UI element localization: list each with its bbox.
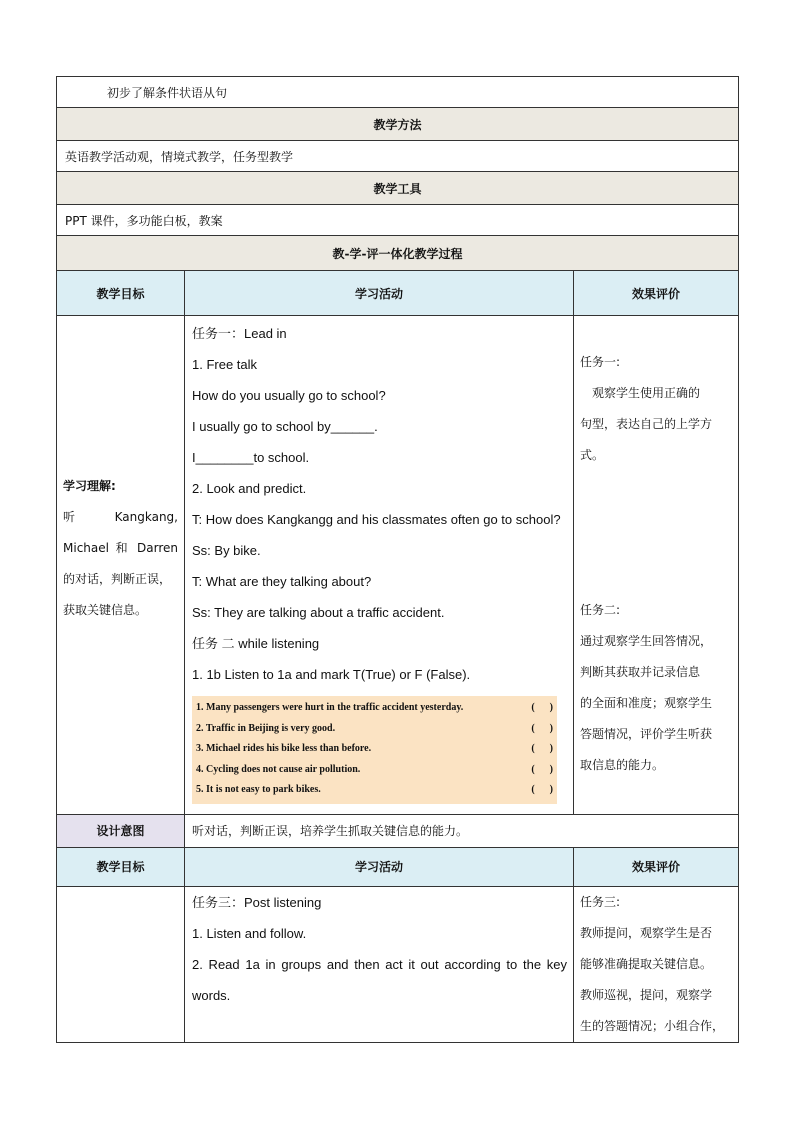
true-false-exercise-box <box>192 696 557 804</box>
activity-line: T: What are they talking about? <box>192 574 372 589</box>
header-evaluation: 效果评价 <box>574 847 739 886</box>
block1-goal-cell <box>57 316 185 815</box>
tf-item: 3. Michael rides his bike less than before. ( ) <box>196 739 553 760</box>
activity-line: 任务一：Lead in <box>192 326 287 341</box>
goal-line: 获取关键信息。 <box>63 603 148 617</box>
block2-evaluation-cell <box>574 886 739 1042</box>
answer-blank[interactable]: ( ) <box>531 743 553 754</box>
design-content: 听对话，判断正误，培养学生抓取关键信息的能力。 <box>185 814 739 847</box>
answer-blank[interactable]: ( ) <box>531 722 553 734</box>
goal-line: 的对话，判断正误， <box>63 572 172 586</box>
eval-title: 任务一: <box>580 355 621 369</box>
eval-line: 教师提问，观察学生是否 <box>580 925 713 940</box>
method-content: 英语教学活动观，情境式教学，任务型教学 <box>57 141 739 172</box>
tools-content: PPT 课件，多功能白板，教案 <box>57 205 739 236</box>
tf-item: 5. It is not easy to park bikes. ( ) <box>196 780 553 801</box>
block2-row <box>57 886 739 1042</box>
activity-line: T: How does Kangkangg and his classmates often go to school? <box>192 512 561 527</box>
answer-blank[interactable]: ( ) <box>531 763 553 775</box>
activity-line: Ss: By bike. <box>192 543 261 558</box>
block2-goal-cell <box>57 886 185 1042</box>
block1-activity-cell <box>185 316 574 815</box>
block2-activity-cell <box>185 886 574 1042</box>
intro-row <box>57 77 739 108</box>
design-label: 设计意图 <box>57 814 185 847</box>
goal-line: Michael 和 Darren <box>63 541 178 555</box>
intro-line: 初步了解条件状语从句 <box>57 77 739 108</box>
eval-line: 式。 <box>580 448 605 462</box>
header-activity: 学习活动 <box>185 847 574 886</box>
eval-line: 句型，表达自己的上学方 <box>580 417 713 431</box>
eval-line: 的全面和准度；观察学生 <box>580 696 713 710</box>
activity-line: 1. 1b Listen to 1a and mark T(True) or F (False). <box>192 667 471 682</box>
activity-line: 1. Listen and follow. <box>192 925 307 941</box>
activity-line: I________to school. <box>192 450 310 465</box>
answer-blank[interactable]: ( ) <box>531 784 553 795</box>
eval-line: 生的答题情况；小组合作， <box>580 1018 725 1033</box>
header-row-2 <box>57 847 739 886</box>
design-row <box>57 814 739 847</box>
eval-line: 判断其获取并记录信息 <box>580 665 701 679</box>
activity-line: 任务 二 while listening <box>192 636 320 651</box>
tf-item: 4. Cycling does not cause air pollution. ( ) <box>196 760 553 781</box>
header-evaluation: 效果评价 <box>574 271 739 316</box>
block1-row <box>57 316 739 815</box>
activity-line: 2. Look and predict. <box>192 481 307 496</box>
goal-line: 听 Kangkang, <box>63 510 178 524</box>
eval-line: 能够准确提取关键信息。 <box>580 956 713 971</box>
header-goal: 教学目标 <box>57 271 185 316</box>
eval-line: 教师巡视，提问，观察学 <box>580 987 713 1002</box>
activity-line: 1. Free talk <box>192 357 258 372</box>
eval-line: 通过观察学生回答情况， <box>580 634 713 648</box>
activity-line: 2. Read 1a in groups and then act it out according to the key <box>192 956 567 972</box>
activity-line: How do you usually go to school? <box>192 388 386 403</box>
tf-item: 2. Traffic in Beijing is very good. ( ) <box>196 719 553 740</box>
activity-line: I usually go to school by______. <box>192 419 378 434</box>
activity-line: 任务三：Post listening <box>192 894 322 910</box>
header-goal: 教学目标 <box>57 847 185 886</box>
activity-line: Ss: They are talking about a traffic accident. <box>192 605 445 620</box>
eval-line: 答题情况，评价学生听获 <box>580 727 713 741</box>
eval-title: 任务二: <box>580 603 621 617</box>
process-title: 教-学-评一体化教学过程 <box>57 236 739 271</box>
lesson-plan-document <box>56 76 738 1043</box>
tf-item: 1. Many passengers were hurt in the traffic accident yesterday. ( ) <box>196 698 553 719</box>
tools-title: 教学工具 <box>57 172 739 205</box>
goal-label: 学习理解: <box>63 479 116 493</box>
eval-line: 观察学生使用正确的 <box>592 386 701 400</box>
method-title: 教学方法 <box>57 108 739 141</box>
header-row <box>57 271 739 316</box>
activity-line: words. <box>192 987 231 1003</box>
answer-blank[interactable]: ( ) <box>531 702 553 713</box>
eval-title: 任务三: <box>580 894 621 909</box>
header-activity: 学习活动 <box>185 271 574 316</box>
block1-evaluation-cell <box>574 316 739 815</box>
lesson-plan-table <box>56 76 739 1043</box>
eval-line: 取信息的能力。 <box>580 758 665 772</box>
